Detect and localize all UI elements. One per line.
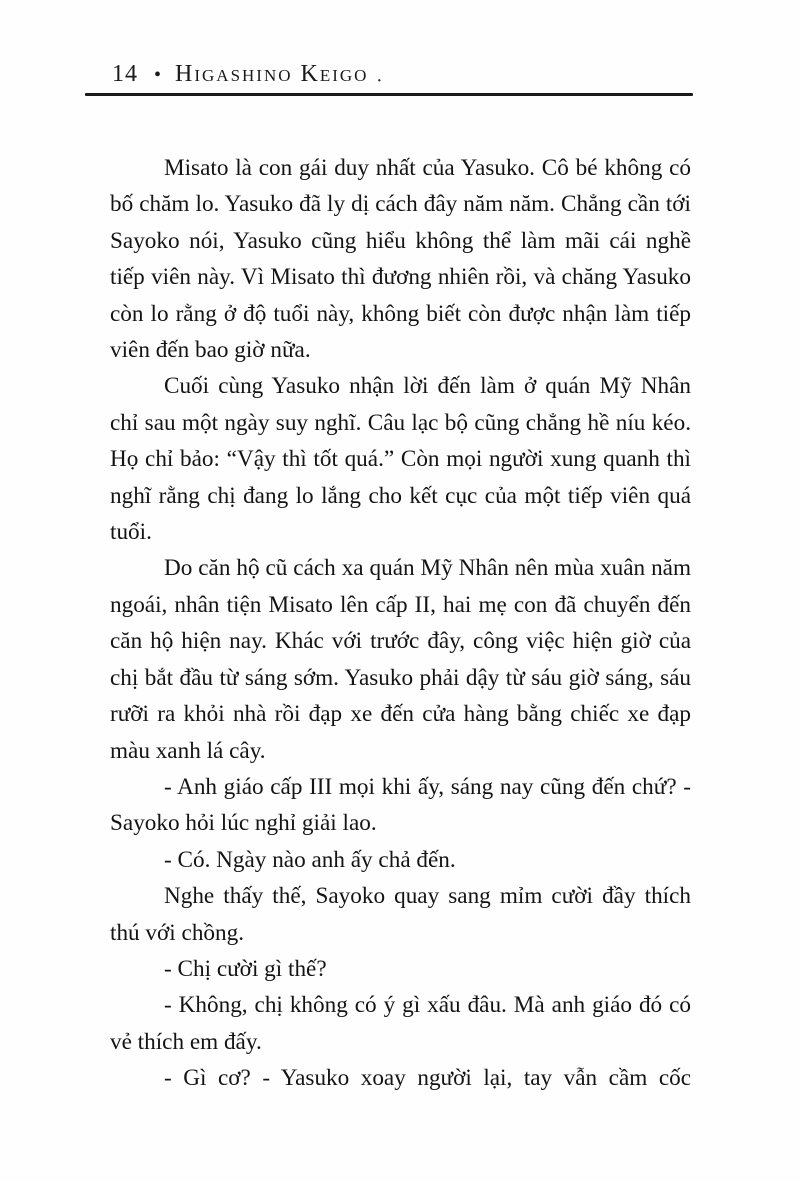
paragraph: Do căn hộ cũ cách xa quán Mỹ Nhân nên mùa xuân năm ngoái, nhân tiện Misato lên cấp II, hai mẹ con đã chuyển đến căn hộ hiện nay. Khác với trước đây, công việc hiện giờ của chị bắt đầu từ sáng sớm. Yasuko phải dậy từ sáu giờ sáng, sáu rưỡi ra khỏi nhà rồi đạp xe đến cửa hàng bằng chiếc xe đạp màu xanh lá cây. [110,555,691,764]
running-head-author: Higashino Keigo [175,61,369,87]
stray-ink-dot: · [376,70,383,92]
paragraph-dialogue: - Gì cơ? - Yasuko xoay người lại, tay vẫn cầm cốc [164,1065,691,1092]
page-body-text [110,150,691,1097]
paragraph-dialogue: - Chị cười gì thế? [164,955,327,982]
paragraph-dialogue: - Anh giáo cấp III mọi khi ấy, sáng nay cũng đến chứ? - Sayoko hỏi lúc nghỉ giải lao. [110,773,691,837]
paragraph: Misato là con gái duy nhất của Yasuko. Cô bé không có bố chăm lo. Yasuko đã ly dị cách đây năm năm. Chẳng cần tới Sayoko nói, Yasuko cũng hiểu không thể làm mãi cái nghề tiếp viên này. Vì Misato thì đương nhiên rồi, và chăng Yasuko còn lo rằng ở độ tuổi này, không biết còn được nhận làm tiếp viên đến bao giờ nữa. [110,155,691,364]
running-header [112,61,368,88]
paragraph-dialogue: - Có. Ngày nào anh ấy chả đến. [164,846,456,873]
paragraph: Nghe thấy thế, Sayoko quay sang mỉm cười đầy thích thú với chồng. [110,883,691,946]
header-separator-bullet: • [154,64,162,86]
page-number: 14 [112,61,138,87]
paragraph-dialogue: - Không, chị không có ý gì xấu đâu. Mà anh giáo đó có vẻ thích em đấy. [110,992,691,1055]
header-rule [85,93,693,96]
paragraph: Cuối cùng Yasuko nhận lời đến làm ở quán Mỹ Nhân chỉ sau một ngày suy nghĩ. Câu lạc bộ cũng chẳng hề níu kéo. Họ chỉ bảo: “Vậy thì tốt quá.” Còn mọi người xung quanh thì nghĩ rằng chị đang lo lắng cho kết cục của một tiếp viên quá tuổi. [110,373,691,546]
